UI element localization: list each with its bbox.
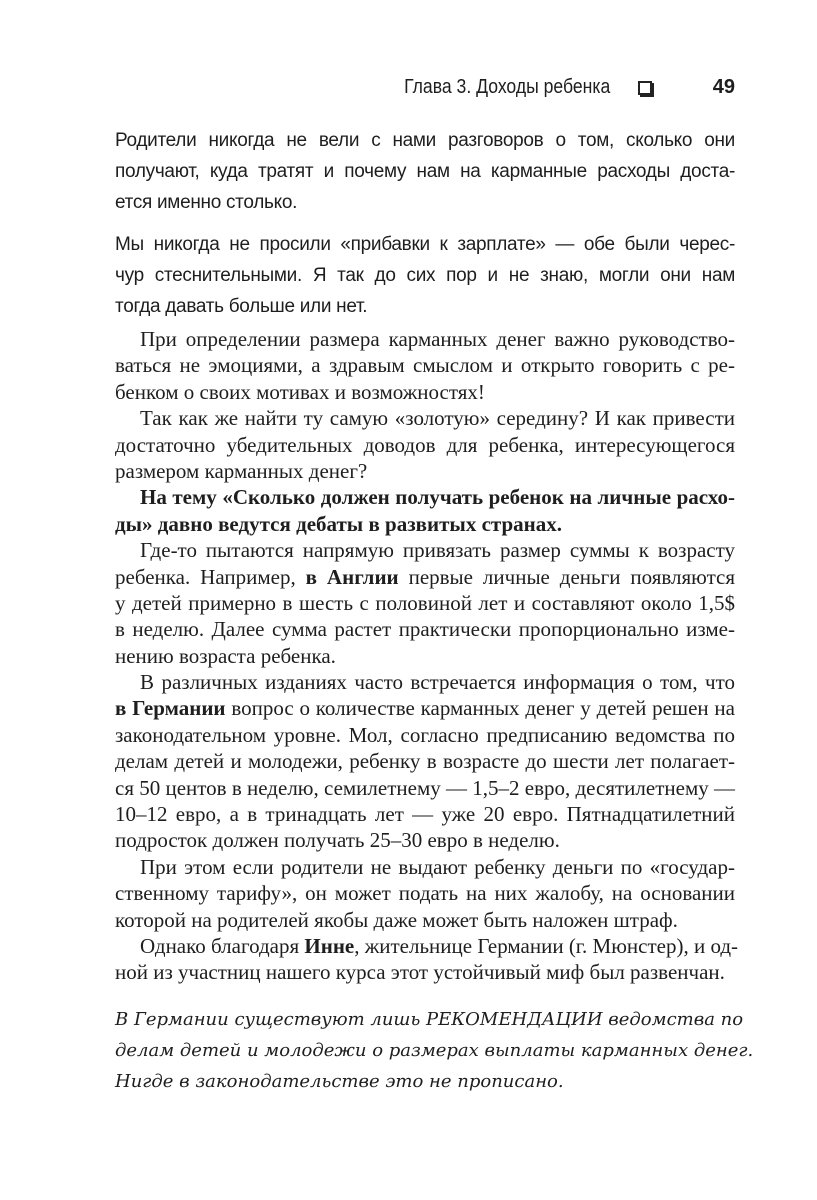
text-line [115,854,735,880]
text-segment: размером карманных денег? [115,458,368,483]
text-line [115,959,735,985]
text-segment: ственному тарифу», он может подать на них жалобу, на основании [115,881,735,906]
text-line [115,125,735,156]
text-segment: у детей примерно в шесть с половиной лет и составляют около 1,5$ [115,590,735,615]
text-line [115,643,735,669]
text-segment: которой на родителей якобы даже может быть наложен штраф. [115,907,678,932]
text-segment: В Германии существуют лишь РЕКОМЕНДАЦИИ ведомства по [115,1009,744,1030]
text-segment: При этом если родители не выдают ребенку деньги по «государ- [140,854,735,879]
text-line [115,1066,735,1097]
text-segment: Так как же найти ту самую «золотую» середину? И как привести [140,406,735,431]
text-segment: , жительнице Германии (г. Мюнстер), и од- [354,933,739,958]
text-segment: Родители никогда не вели с нами разговоров о том, сколько они [115,130,735,151]
quote-block [115,125,735,322]
text-line [115,695,735,721]
text-segment: достаточно убедительных доводов для ребенка, интересующегося [115,432,735,457]
text-segment: тогда давать больше или нет. [115,296,368,317]
text-segment: При определении размера карманных денег важно руководство- [140,327,735,351]
bold-text: ды» давно ведутся дебаты в развитых странах. [115,511,562,536]
text-line [115,260,735,291]
text-line [115,880,735,906]
text-line [115,616,735,642]
text-line [115,537,735,563]
text-segment: первые личные деньги появляются [398,564,736,589]
text-segment: нению возраста ребенка. [115,643,336,668]
bold-text: На тему «Сколько должен получать ребенок на личные расхо- [140,485,735,510]
text-segment: законодательном уровне. Мол, согласно предписанию ведомства по [115,722,735,747]
bold-text: в Англии [305,564,399,589]
text-segment: Нигде в законодательстве это не прописано. [115,1071,564,1092]
text-line [115,156,735,187]
text-line [115,352,735,378]
chapter-title: Глава 3. Доходы ребенка [403,76,610,98]
text-segment: В различных изданиях часто встречается информация о том, что [140,670,735,695]
text-line [115,458,735,484]
text-segment: ся 50 центов в неделю, семилетнему — 1,5–2 евро, десятилетнему — [115,775,735,800]
text-line [115,775,735,801]
text-segment: бенком о своих мотивах и возможностях! [115,379,485,404]
text-line [115,907,735,933]
text-segment: подросток должен получать 25–30 евро в неделю. [115,828,560,853]
text-line [115,933,739,959]
text-segment: Мы никогда не просили «прибавки к зарплате» — обе были черес- [115,234,735,255]
text-segment: ребенка. Например, [115,564,306,589]
text-segment: чур стеснительными. Я так до сих пор и не знаю, могли они нам [115,265,735,286]
body-text [115,326,739,986]
text-segment: ной из участниц нашего курса этот устойчивый миф был развенчан. [115,960,725,985]
text-line [115,1004,744,1035]
text-segment: делам детей и молодежи о размерах выплаты карманных денег. [115,1040,754,1061]
text-segment: вопрос о количестве карманных денег у детей решен на [225,696,735,721]
text-line [115,748,735,774]
text-line [115,827,735,853]
square-bullet-icon [638,81,652,95]
text-segment: Где-то пытаются напрямую привязать размер суммы к возрасту [140,538,735,563]
text-line [115,187,735,218]
text-line [115,669,735,695]
text-line [115,484,735,510]
text-line [115,511,735,537]
text-segment: 10–12 евро, а в тринадцать лет — уже 20 евро. Пятнадцатилетний [115,802,735,827]
text-line [115,801,735,827]
text-segment: ется именно столько. [115,192,298,213]
text-line [115,722,735,748]
text-line [115,326,735,352]
note-block [115,1004,754,1097]
text-segment: делам детей и молодежи, ребенку в возрасте до шести лет полагает- [115,749,735,774]
text-line [115,590,735,616]
page-number: 49 [712,76,735,98]
text-line [115,379,735,405]
text-line [115,564,735,590]
running-header [0,76,735,106]
text-segment: в неделю. Далее сумма растет практически пропорционально изме- [115,617,735,642]
text-segment: ваться не эмоциями, а здравым смыслом и открыто говорить с ре- [115,353,735,378]
text-line [115,432,735,458]
bold-text: Инне [304,933,355,958]
text-line [115,1035,754,1066]
text-line [115,291,735,322]
text-segment: получают, куда тратят и почему нам на карманные расходы доста- [115,161,735,182]
text-segment: Однако благодаря [140,933,305,958]
text-line [115,405,735,431]
text-line [115,229,735,260]
bold-text: в Германии [115,696,226,721]
